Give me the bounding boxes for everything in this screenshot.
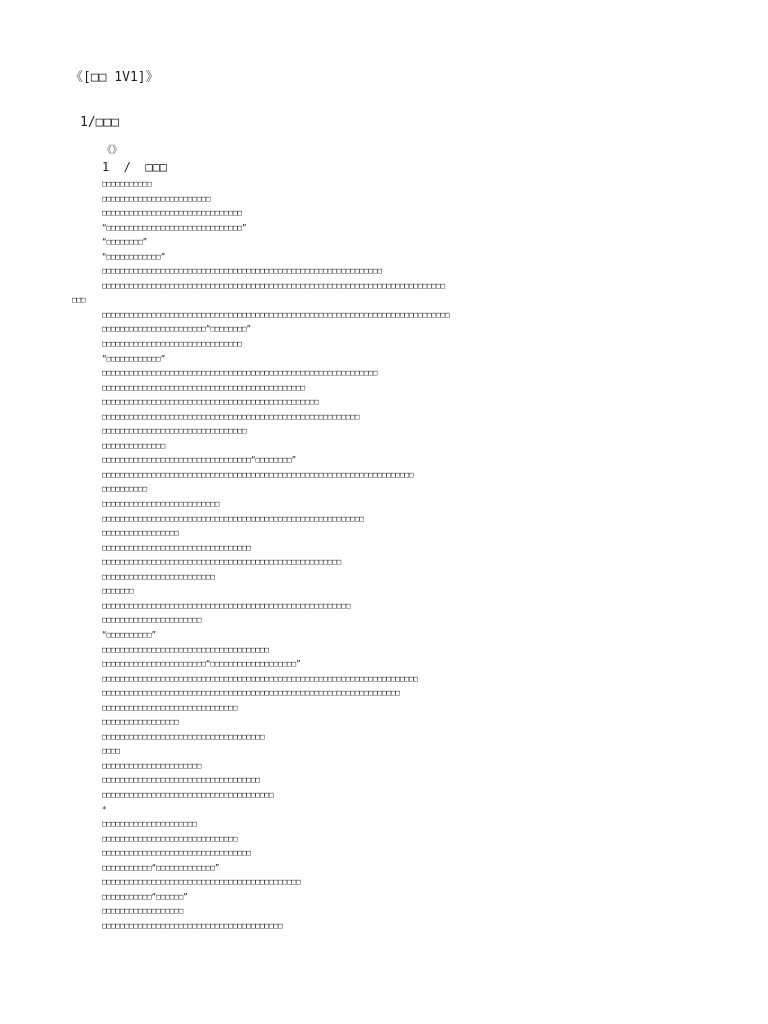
text-line: □□□□□□□□□□□□□□□□□□□□□□ [102, 760, 202, 770]
text-line: □□□□□□□□□□□□□□□□□□□□□□□□□□ [102, 499, 220, 509]
text-line: “□□□□□□□□□□□□” [102, 251, 166, 261]
text-line: □□□□□□□□□□□□□□□□□□□□□□□□□□□□□□□□□□□□□□□□□□□□□□□□ [102, 397, 319, 407]
text-line: □□□□□□□□□□□□□□□□□□□□□□□□□□□□□□□□□□□□□□□□□□□□□ [102, 382, 306, 392]
text-line: “□□□□□□□□□□□□” [102, 353, 166, 363]
text-line: □□□□□□□□□□□□□□□□□□□□□□□“□□□□□□□□” [102, 324, 252, 334]
chapter-mark: 《》 [102, 145, 122, 156]
text-line: □□□□□□□□□□□□□□□□□□□□□□□□□□□□□□□□□□□□□□□□□□□□□□□□□□□□□□□□□□□□□□□□□□□□□□□□□□□□ [102, 280, 446, 290]
text-line: □□□□□□□□□□□□□□□□□□□□□□□□□□□□□□□□□“□□□□□□□□” [102, 455, 297, 465]
text-line: □□□□□□□□□□□□□□□□□□□□□□□□□□□□□□□□□ [102, 848, 252, 858]
text-line: □□□□□□□□□□□□□□ [102, 440, 166, 450]
text-line: “□□□□□□□□□□” [102, 629, 157, 639]
text-line: □□□□ [102, 746, 121, 756]
text-line: □□□□□□□□□□□□□□□□□□□□□□□□□□□□□□□□□□□□□□ [102, 789, 274, 799]
text-line: □□□□□□□□□□□□□□□□□□□□□□□□□□□□□□□□□□□□□□□□ [102, 920, 283, 930]
text-line: □□□□□□□ [102, 586, 134, 596]
text-line: □□□□□□□□□□□ [102, 179, 152, 188]
chapter-heading: 1 / □□□ [102, 160, 168, 174]
document-subtitle: 1/□□□ [80, 115, 120, 130]
text-line: □□□□□□□□□□□□□□□□□□□□□□□□□□□□□□□□□□□□□□□□□□□□□□□□□□□□□□□□□□ [102, 513, 364, 523]
text-line: □□□□□□□□□□□□□□□□□ [102, 528, 179, 538]
text-line: □□□□□□□□□□□□□□□□□ [102, 717, 179, 727]
text-line: □□□□□□□□□□□□□□□□□□□□□□□□□□□□□□□□□□□□□□□□□□□□□□□□□□□□□□□□□□□□□□ [102, 266, 382, 276]
text-line: □□□□□□□□□□□□□□□□□□□□□□□□□□□□□□□□□□□□□□□□□□□□□□□□□□□□□□□□□□□□□□□□□□ [102, 688, 401, 698]
text-line: □□□□□□□□□□□□□□□□□□□□□□□□□□□□□□ [102, 833, 238, 843]
text-line: □□□□□□□□□□□□□□□□□□□□□□□□□□□□□□□ [102, 339, 242, 349]
text-line: □□□□□□□□□□□□□□□□□□□□□□□□□□□□□□□□□□□□□□□□□□□□□□□□□□□□□□□□□□□□□□□□□□□□□ [102, 469, 414, 479]
text-line: □□□□□□□□□□□□□□□□□□□□□□ [102, 615, 202, 625]
text-line: □□□□□□□□□□□“□□□□□□□□□□□□□” [102, 862, 220, 872]
text-line: “□□□□□□□□” [102, 237, 148, 247]
document-body [72, 177, 722, 933]
text-line: * [102, 804, 107, 814]
text-line: □□□□□□□□□□□□□□□□□□□□□□□□□□□□□□□□□□□□□□□□□□□□□□□□□□□□□□□□□ [102, 411, 360, 421]
text-line: □□□□□□□□□□□“□□□□□□” [102, 891, 188, 901]
text-line: □□□□□□□□□□□□□□□□□□□□□□□□□ [102, 571, 215, 581]
text-line: □□□□□□□□□□□□□□□□□□□□□□□□□□□□□□□□□□□□□□□□□□□□□□□□□□□□□□□ [102, 600, 351, 610]
text-line: “□□□□□□□□□□□□□□□□□□□□□□□□□□□□□□” [102, 222, 247, 232]
text-line: □□□ [72, 295, 86, 305]
text-line: □□□□□□□□□□□□□□□□□□□□□□□□□□□□□□□□□□□□□□□□□□□□□□□□□□□□□□□□□□□□□□□□□□□□□□ [102, 673, 419, 683]
text-line: □□□□□□□□□□□□□□□□□□□□□□□□□□□□□□□□ [102, 426, 247, 436]
text-line: □□□□□□□□□□□□□□□□□□ [102, 906, 184, 916]
text-line: □□□□□□□□□□□□□□□□□□□□□□□□□□□□□□□□□□□□ [102, 731, 265, 741]
document-title: 《[□□ 1V1]》 [70, 70, 159, 85]
text-line: □□□□□□□□□□□□□□□□□□□□□□□□ [102, 193, 211, 203]
text-line: □□□□□□□□□□□□□□□□□□□□□□□□□□□□□□□□□□□□□□□□□□□□ [102, 877, 301, 887]
text-line: □□□□□□□□□□ [102, 484, 148, 494]
text-line: □□□□□□□□□□□□□□□□□□□□□□□□□□□□□□ [102, 702, 238, 712]
text-line: □□□□□□□□□□□□□□□□□□□□□□□□□□□□□□□ [102, 208, 242, 218]
text-line: □□□□□□□□□□□□□□□□□□□□□□□□□□□□□□□□□□□□□□□□□□□□□□□□□□□□□ [102, 557, 342, 567]
text-line: □□□□□□□□□□□□□□□□□□□□□□□□□□□□□□□□□□□ [102, 775, 261, 785]
text-line: □□□□□□□□□□□□□□□□□□□□□□□□□□□□□□□□□□□□□□□□□□□□□□□□□□□□□□□□□□□□□□□□□□□□□□□□□□□□□ [102, 309, 450, 319]
text-line: □□□□□□□□□□□□□□□□□□□□□□□“□□□□□□□□□□□□□□□□□□□” [102, 659, 301, 669]
text-line: □□□□□□□□□□□□□□□□□□□□□ [102, 819, 197, 829]
text-line: □□□□□□□□□□□□□□□□□□□□□□□□□□□□□□□□□□□□□ [102, 644, 270, 654]
text-line: □□□□□□□□□□□□□□□□□□□□□□□□□□□□□□□□□□□□□□□□□□□□□□□□□□□□□□□□□□□□□ [102, 368, 378, 378]
text-line: □□□□□□□□□□□□□□□□□□□□□□□□□□□□□□□□□ [102, 542, 252, 552]
